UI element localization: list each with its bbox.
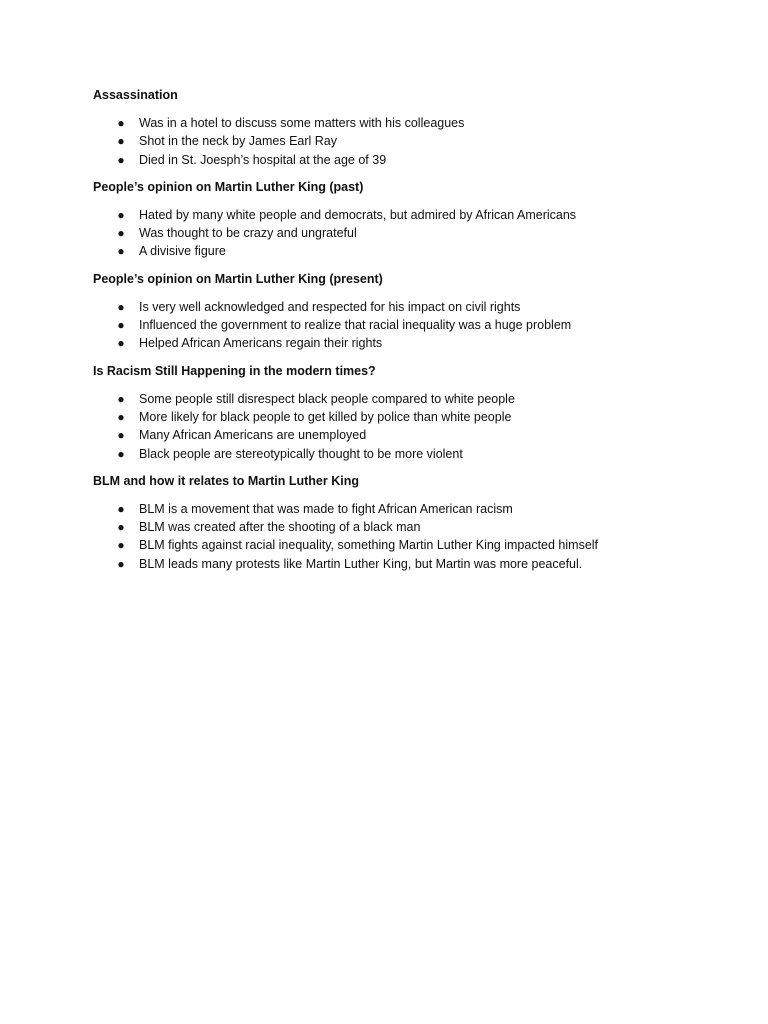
bullet-icon: ● (117, 152, 125, 167)
list-item-text: Died in St. Joesph’s hospital at the age of 39 (139, 152, 387, 167)
section-heading: People’s opinion on Martin Luther King (present) (93, 271, 383, 286)
bullet-icon: ● (117, 226, 125, 241)
list-item-text: Black people are stereotypically thought to be more violent (139, 446, 463, 461)
bullet-icon: ● (117, 207, 125, 222)
section-heading: BLM and how it relates to Martin Luther King (93, 473, 359, 488)
list-item-text: Was in a hotel to discuss some matters with his colleagues (139, 116, 465, 130)
list-item-text: Influenced the government to realize that racial inequality was a huge problem (139, 318, 572, 333)
bullet-icon: ● (117, 391, 125, 406)
list-item (93, 445, 713, 463)
list-item-text: More likely for black people to get killed by police than white people (139, 409, 512, 424)
document-page (93, 86, 713, 582)
bullet-icon: ● (117, 244, 125, 259)
section-heading: Assassination (93, 88, 178, 102)
list-item-text: BLM leads many protests like Martin Luther King, but Martin was more peaceful. (139, 556, 583, 571)
list-item (93, 151, 713, 169)
list-item (93, 408, 713, 426)
list-item (93, 316, 713, 334)
section-opinion-present (93, 270, 713, 353)
bullet-icon: ● (117, 299, 125, 314)
bullet-icon: ● (117, 428, 125, 443)
list-item-text: Hated by many white people and democrats, but admired by African Americans (139, 207, 577, 222)
bullet-icon: ● (117, 336, 125, 351)
section-blm (93, 472, 713, 573)
list-item-text: BLM was created after the shooting of a black man (139, 520, 421, 535)
bullet-icon: ● (117, 134, 125, 149)
list-item (93, 298, 713, 316)
bullet-icon: ● (117, 556, 125, 571)
list-item-text: BLM fights against racial inequality, something Martin Luther King impacted himself (139, 538, 599, 553)
list-item (93, 114, 713, 132)
section-opinion-past (93, 178, 713, 261)
list-item-text: Was thought to be crazy and ungrateful (139, 226, 357, 241)
bullet-icon: ● (117, 446, 125, 461)
list-item-text: Many African Americans are unemployed (139, 428, 367, 443)
section-heading: People’s opinion on Martin Luther King (past) (93, 179, 364, 194)
list-item (93, 518, 713, 536)
list-item (93, 206, 713, 224)
list-item (93, 224, 713, 242)
list-item-text: A divisive figure (139, 244, 226, 259)
list-item (93, 132, 713, 150)
list-item-text: BLM is a movement that was made to fight African American racism (139, 501, 513, 516)
bullet-icon: ● (117, 116, 125, 130)
section-assassination (93, 86, 713, 169)
bullet-icon: ● (117, 409, 125, 424)
bullet-icon: ● (117, 318, 125, 333)
bullet-list (93, 206, 713, 261)
list-item-text: Some people still disrespect black people compared to white people (139, 391, 515, 406)
list-item (93, 242, 713, 260)
list-item (93, 390, 713, 408)
list-item (93, 426, 713, 444)
bullet-list (93, 390, 713, 463)
bullet-list (93, 298, 713, 353)
bullet-icon: ● (117, 501, 125, 516)
list-item-text: Helped African Americans regain their rights (139, 336, 383, 351)
list-item (93, 555, 713, 573)
section-heading: Is Racism Still Happening in the modern times? (93, 363, 376, 378)
list-item (93, 536, 713, 554)
bullet-icon: ● (117, 538, 125, 553)
list-item (93, 500, 713, 518)
list-item (93, 334, 713, 352)
bullet-list (93, 500, 713, 573)
list-item-text: Shot in the neck by James Earl Ray (139, 134, 338, 149)
list-item-text: Is very well acknowledged and respected for his impact on civil rights (139, 299, 521, 314)
bullet-list (93, 114, 713, 169)
section-racism-modern (93, 362, 713, 463)
bullet-icon: ● (117, 520, 125, 535)
